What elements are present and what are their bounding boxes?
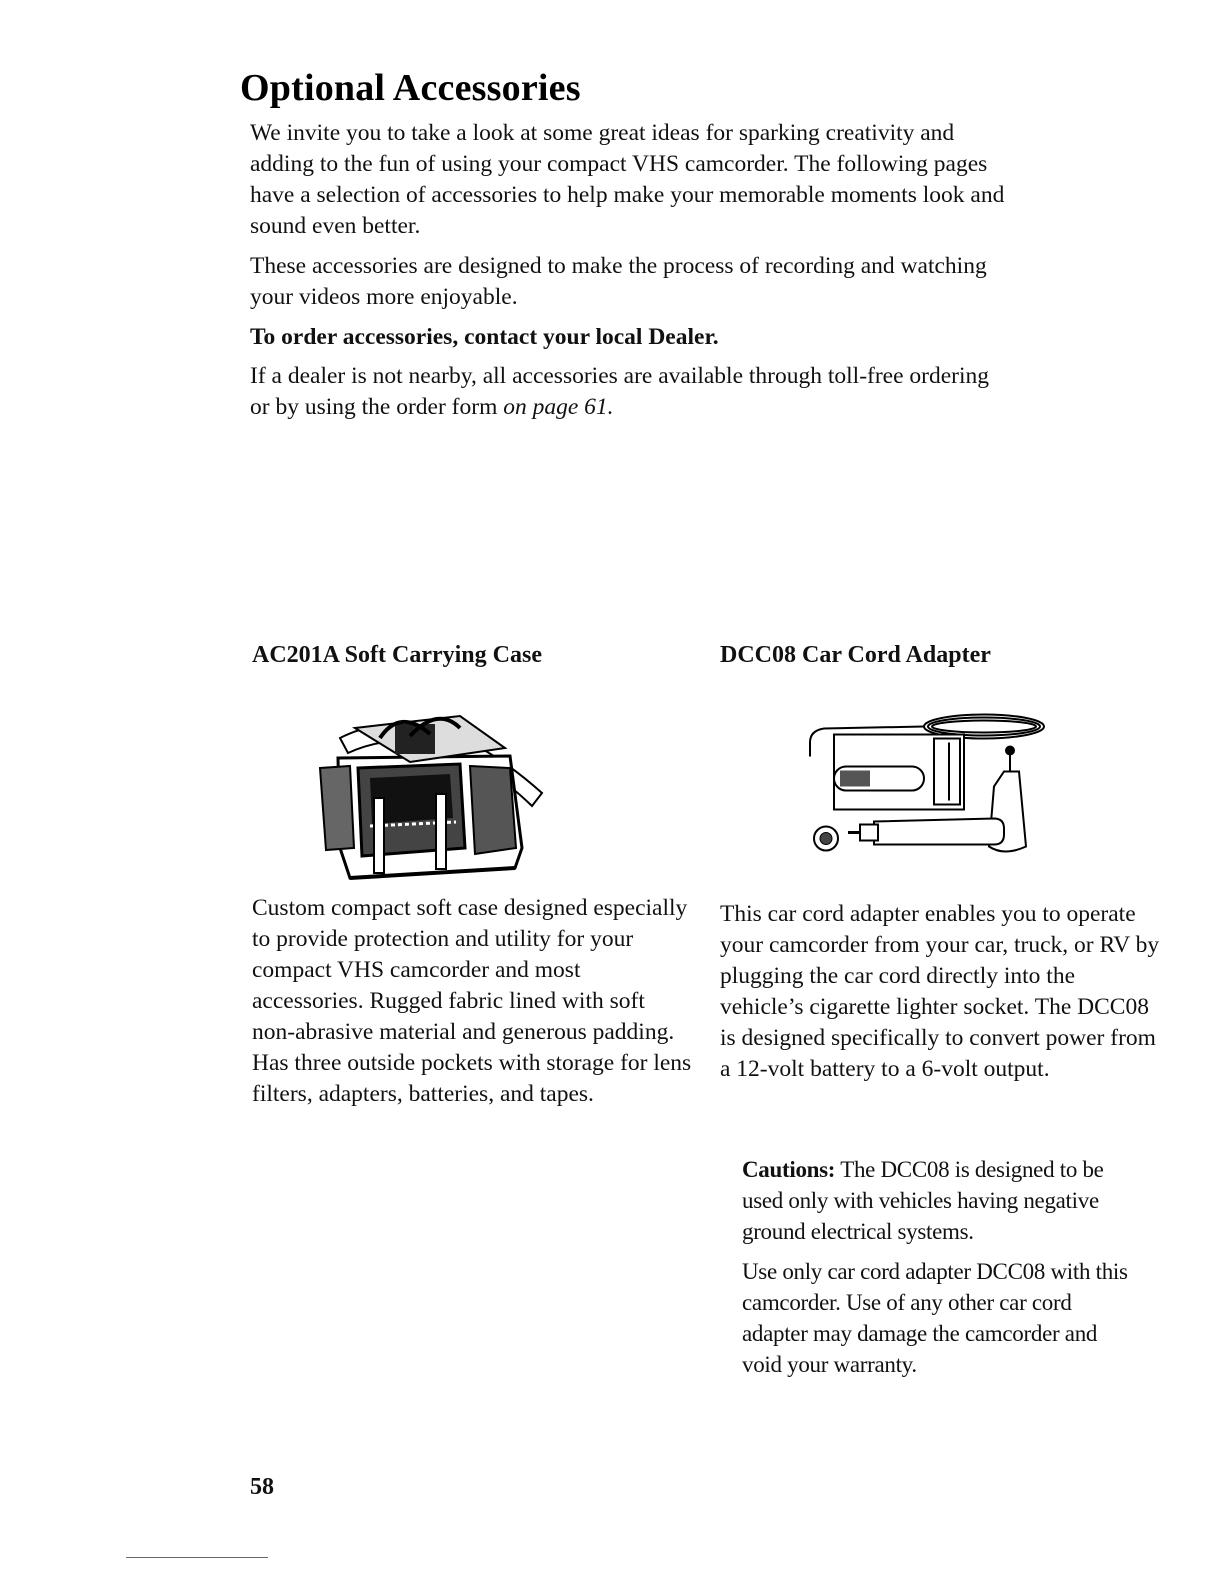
caution-text-1: The DCC08 is designed to be used only with vehicles having negative ground electrical systems. — [742, 1157, 1104, 1244]
intro-paragraph-3 — [250, 361, 1010, 423]
caution-paragraph-1 — [742, 1154, 1142, 1247]
accessory-heading: AC201A Soft Carrying Case — [252, 642, 542, 668]
page-title: Optional Accessories — [240, 67, 581, 109]
accessory-carrying-case — [252, 640, 692, 1110]
intro-section — [250, 118, 1010, 432]
accessory-description: Custom compact soft case designed especially to provide protection and utility for your compact VHS camcorder and most accessories. Rugged fabric lined with soft non-abrasive material and generous padding. Has three outside pockets with storage for lens filters, adapters, batteries, and tapes. — [252, 895, 692, 1107]
order-info-text: If a dealer is not nearby, all accessories are available through toll-free ordering or by using the order form — [250, 363, 990, 420]
cautions-box — [742, 1154, 1142, 1389]
order-form-page-ref: on page 61. — [503, 394, 614, 420]
intro-paragraph-1: We invite you to take a look at some great ideas for sparking creativity and adding to the fun of using your compact VHS camcorder. The following pages have a selection of accessories to help make your memorable moments look and sound even better. — [250, 120, 1005, 239]
page-number: 58 — [250, 1474, 274, 1500]
carrying-case-illustration — [310, 698, 550, 893]
accessory-car-cord-adapter — [720, 640, 1160, 1085]
caution-label: Cautions: — [742, 1157, 836, 1182]
order-heading: To order accessories, contact your local Dealer. — [250, 324, 719, 350]
accessory-heading: DCC08 Car Cord Adapter — [720, 642, 991, 668]
accessory-description: This car cord adapter enables you to operate your camcorder from your car, truck, or RV by plugging the car cord directly into the vehicle’s cigarette lighter socket. The DCC08 is designed specifically to convert power from a 12-volt battery to a 6-volt output. — [720, 901, 1160, 1082]
car-cord-adapter-illustration — [804, 704, 1054, 899]
footer-rule — [126, 1557, 268, 1558]
intro-paragraph-2: These accessories are designed to make the process of recording and watching your videos more enjoyable. — [250, 253, 987, 310]
caution-paragraph-2: Use only car cord adapter DCC08 with this camcorder. Use of any other car cord adapter may damage the camcorder and void your warranty. — [742, 1259, 1128, 1377]
